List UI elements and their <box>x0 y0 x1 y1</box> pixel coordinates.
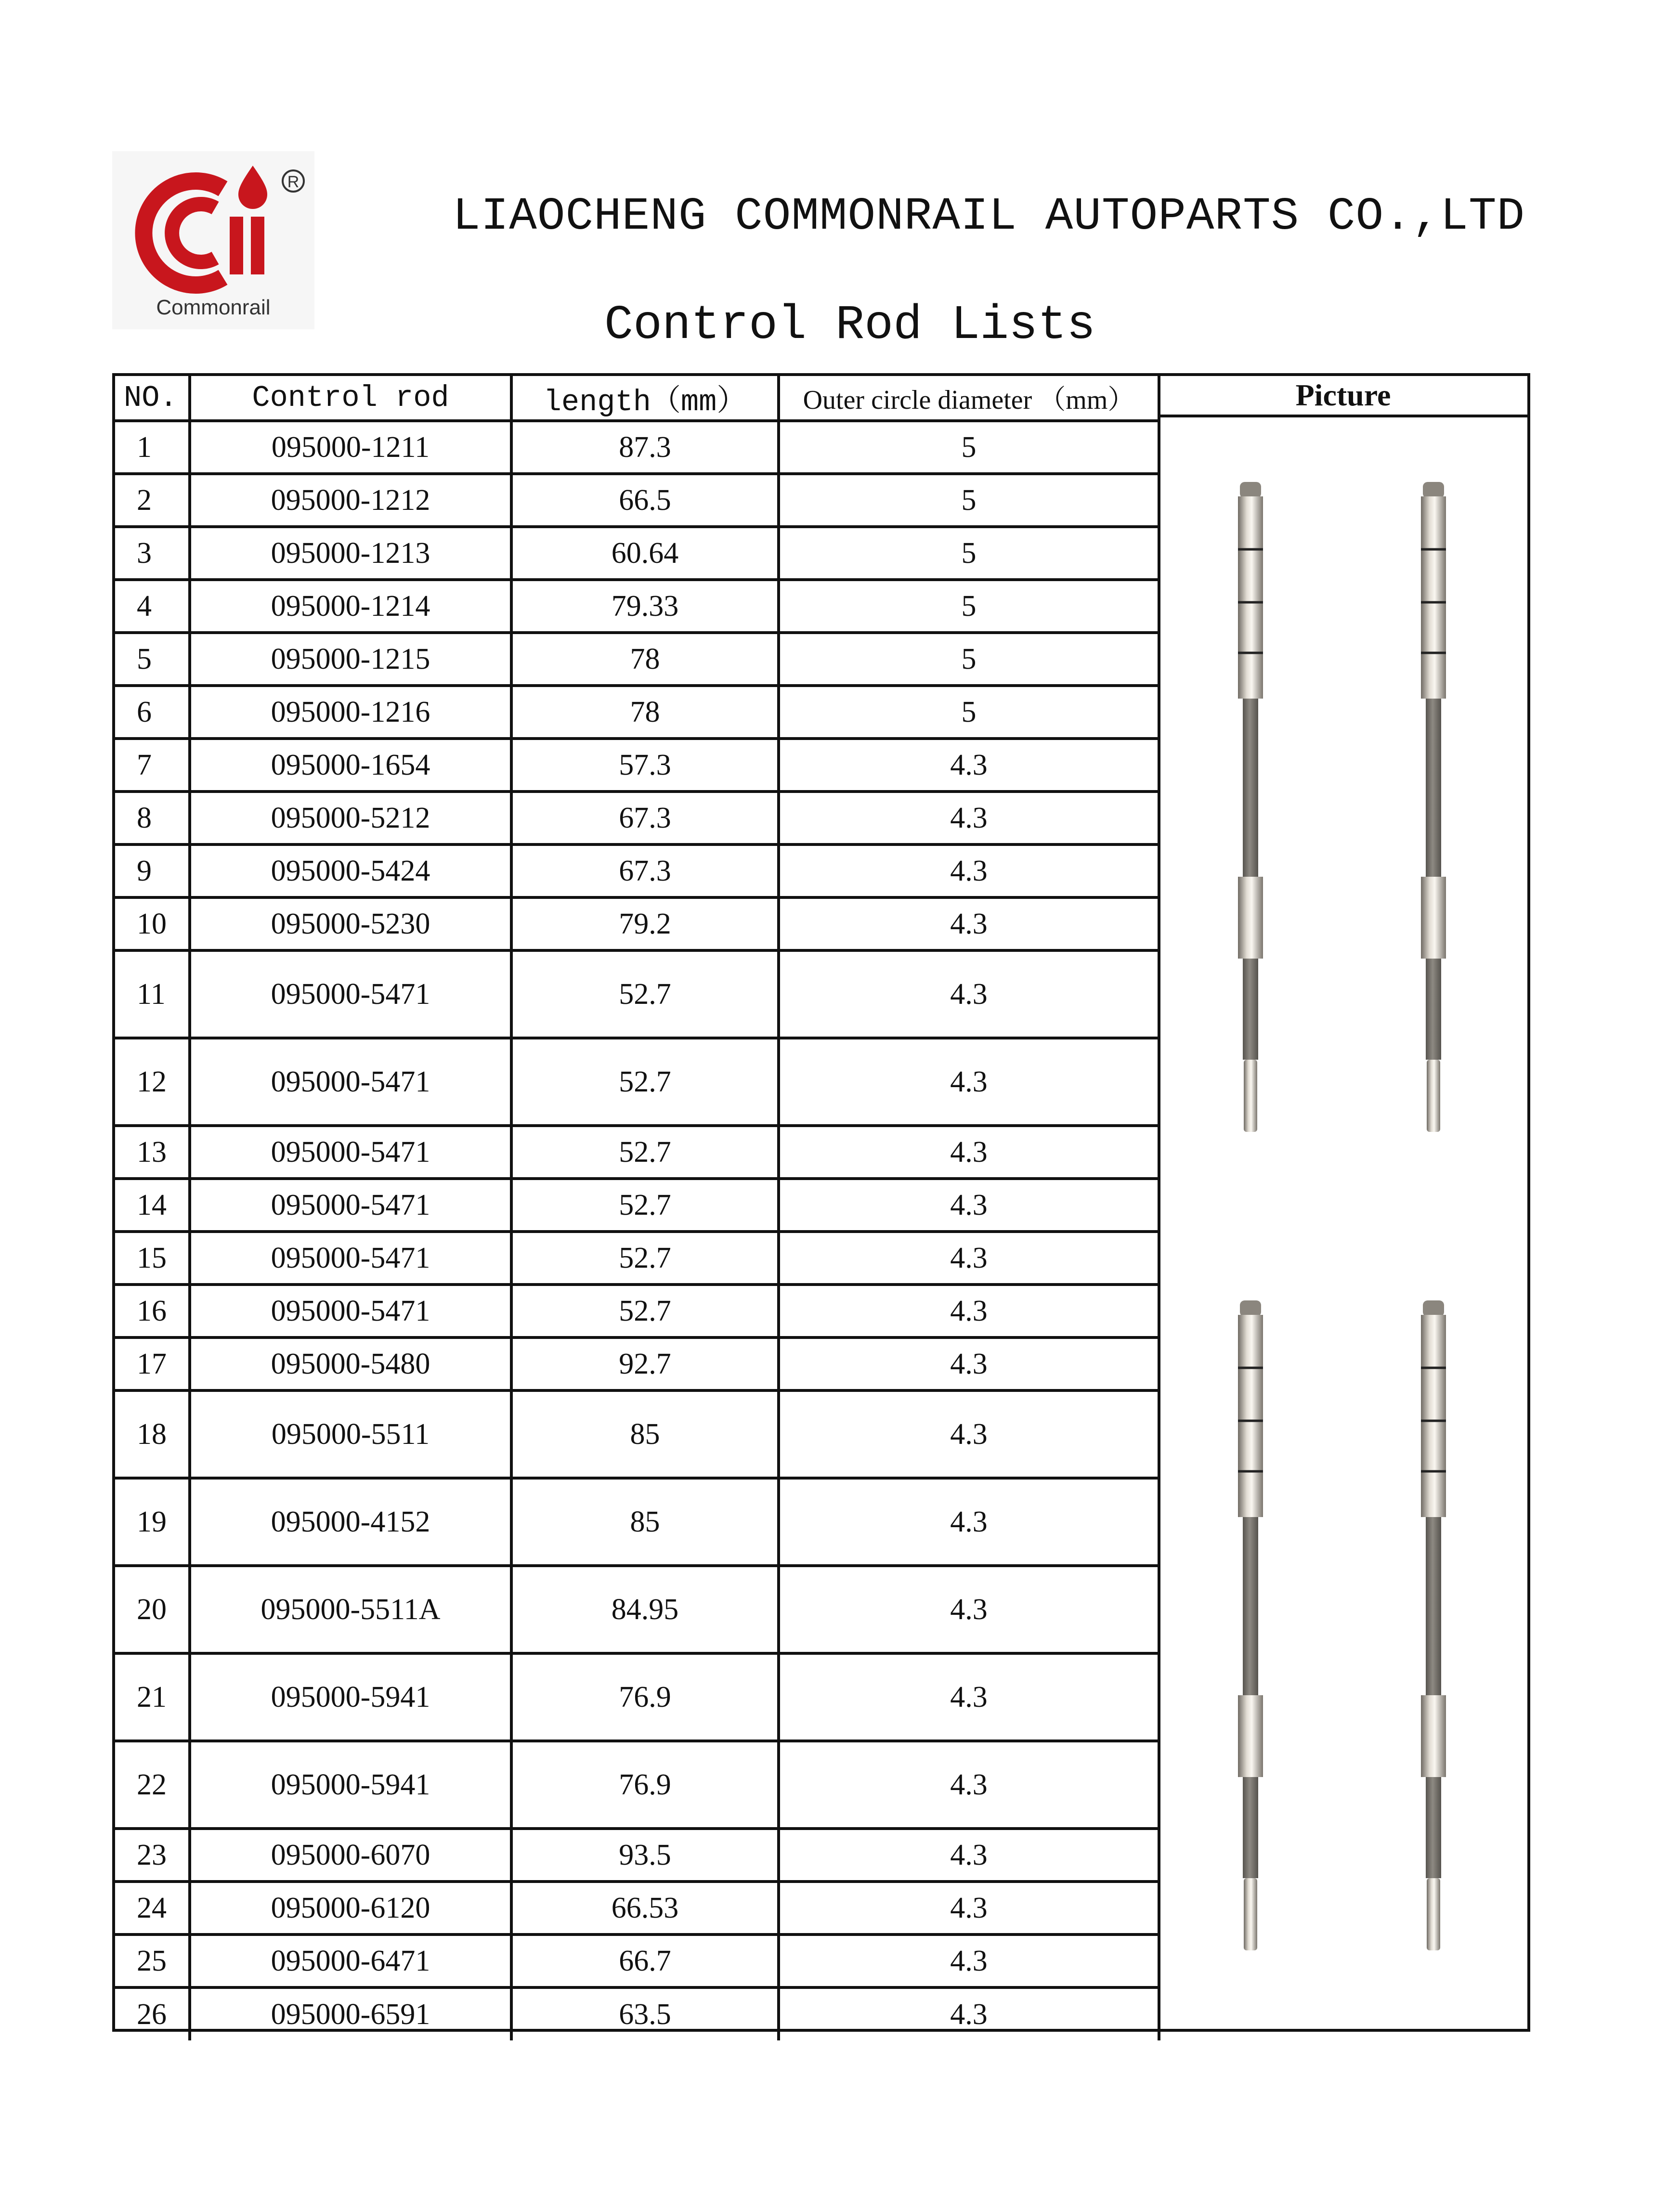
control-rod-cell: 095000-4152 <box>190 1478 511 1566</box>
row-number: 4 <box>115 580 190 633</box>
table-row <box>115 1038 1159 1126</box>
row-number: 23 <box>115 1829 190 1882</box>
row-number: 13 <box>115 1126 190 1179</box>
diameter-cell: 5 <box>779 421 1159 474</box>
row-number: 15 <box>115 1232 190 1285</box>
row-number: 5 <box>115 633 190 686</box>
length-cell: 63.5 <box>511 1987 779 2040</box>
length-cell: 85 <box>511 1478 779 1566</box>
row-number: 26 <box>115 1987 190 2040</box>
control-rod-cell: 095000-5212 <box>190 792 511 844</box>
control-rod-cell: 095000-6471 <box>190 1934 511 1987</box>
diameter-cell: 4.3 <box>779 792 1159 844</box>
picture-column <box>1159 376 1527 2029</box>
svg-text:R: R <box>287 173 300 191</box>
row-number: 3 <box>115 527 190 580</box>
control-rod-cell: 095000-1215 <box>190 633 511 686</box>
table-row <box>115 421 1159 474</box>
table-row <box>115 1566 1159 1653</box>
table-row <box>115 1882 1159 1934</box>
control-rod-image <box>1419 482 1448 1137</box>
row-number: 10 <box>115 897 190 950</box>
length-cell: 67.3 <box>511 844 779 897</box>
table-row <box>115 580 1159 633</box>
length-cell: 78 <box>511 686 779 739</box>
table-row <box>115 1478 1159 1566</box>
control-rod-cell: 095000-5424 <box>190 844 511 897</box>
control-rod-image <box>1236 1300 1265 1955</box>
length-cell: 66.5 <box>511 474 779 527</box>
control-rod-cell: 095000-5471 <box>190 1038 511 1126</box>
table-row <box>115 474 1159 527</box>
diameter-cell: 4.3 <box>779 1285 1159 1337</box>
commonrail-logo-mark <box>112 151 314 296</box>
table-row <box>115 1829 1159 1882</box>
length-cell: 66.7 <box>511 1934 779 1987</box>
control-rod-cell: 095000-5941 <box>190 1741 511 1829</box>
length-cell: 76.9 <box>511 1741 779 1829</box>
diameter-cell: 5 <box>779 686 1159 739</box>
row-number: 1 <box>115 421 190 474</box>
control-rod-cell: 095000-5511 <box>190 1390 511 1478</box>
table-row <box>115 527 1159 580</box>
control-rod-cell: 095000-1212 <box>190 474 511 527</box>
table-row <box>115 1390 1159 1478</box>
row-number: 11 <box>115 950 190 1038</box>
table-row <box>115 1653 1159 1741</box>
row-number: 22 <box>115 1741 190 1829</box>
table-row <box>115 844 1159 897</box>
length-cell: 52.7 <box>511 1179 779 1232</box>
table-row <box>115 1232 1159 1285</box>
length-cell: 67.3 <box>511 792 779 844</box>
row-number: 2 <box>115 474 190 527</box>
diameter-cell: 5 <box>779 527 1159 580</box>
diameter-cell: 4.3 <box>779 844 1159 897</box>
diameter-cell: 4.3 <box>779 1829 1159 1882</box>
table-row <box>115 1285 1159 1337</box>
header-no: NO. <box>115 376 190 421</box>
diameter-cell: 4.3 <box>779 1566 1159 1653</box>
length-cell: 66.53 <box>511 1882 779 1934</box>
row-number: 12 <box>115 1038 190 1126</box>
table-row <box>115 950 1159 1038</box>
row-number: 8 <box>115 792 190 844</box>
diameter-cell: 5 <box>779 474 1159 527</box>
length-cell: 93.5 <box>511 1829 779 1882</box>
table-row <box>115 1741 1159 1829</box>
diameter-cell: 4.3 <box>779 1179 1159 1232</box>
diameter-cell: 4.3 <box>779 1126 1159 1179</box>
length-cell: 60.64 <box>511 527 779 580</box>
length-cell: 84.95 <box>511 1566 779 1653</box>
header-control-rod: Control rod <box>190 376 511 421</box>
control-rod-cell: 095000-6070 <box>190 1829 511 1882</box>
control-rod-cell: 095000-5471 <box>190 1179 511 1232</box>
length-cell: 79.2 <box>511 897 779 950</box>
row-number: 14 <box>115 1179 190 1232</box>
diameter-cell: 4.3 <box>779 1987 1159 2040</box>
control-rod-image <box>1236 482 1265 1137</box>
diameter-cell: 4.3 <box>779 1390 1159 1478</box>
control-rod-cell: 095000-5941 <box>190 1653 511 1741</box>
length-cell: 57.3 <box>511 739 779 792</box>
length-cell: 76.9 <box>511 1653 779 1741</box>
row-number: 18 <box>115 1390 190 1478</box>
diameter-cell: 4.3 <box>779 897 1159 950</box>
header-outer-diameter: Outer circle diameter （mm） <box>779 376 1159 421</box>
diameter-cell: 4.3 <box>779 739 1159 792</box>
document-title: Control Rod Lists <box>604 299 1096 353</box>
diameter-cell: 5 <box>779 580 1159 633</box>
control-rod-cell: 095000-5471 <box>190 1232 511 1285</box>
control-rod-cell: 095000-1216 <box>190 686 511 739</box>
row-number: 7 <box>115 739 190 792</box>
table-row <box>115 1179 1159 1232</box>
table-row <box>115 1934 1159 1987</box>
row-number: 16 <box>115 1285 190 1337</box>
control-rod-cell: 095000-1214 <box>190 580 511 633</box>
control-rod-cell: 095000-5471 <box>190 1126 511 1179</box>
diameter-cell: 4.3 <box>779 1741 1159 1829</box>
header-row <box>115 376 1159 421</box>
diameter-cell: 4.3 <box>779 1038 1159 1126</box>
row-number: 20 <box>115 1566 190 1653</box>
length-cell: 52.7 <box>511 950 779 1038</box>
row-number: 24 <box>115 1882 190 1934</box>
control-rod-image <box>1419 1300 1448 1955</box>
table-row <box>115 1337 1159 1390</box>
control-rod-cell: 095000-5511A <box>190 1566 511 1653</box>
header-length: length（mm） <box>511 376 779 421</box>
control-rod-cell: 095000-1213 <box>190 527 511 580</box>
length-cell: 85 <box>511 1390 779 1478</box>
control-rod-cell: 095000-5480 <box>190 1337 511 1390</box>
control-rod-cell: 095000-6120 <box>190 1882 511 1934</box>
table-row <box>115 739 1159 792</box>
diameter-cell: 4.3 <box>779 1934 1159 1987</box>
table-row <box>115 1126 1159 1179</box>
diameter-cell: 5 <box>779 633 1159 686</box>
length-cell: 52.7 <box>511 1285 779 1337</box>
length-cell: 52.7 <box>511 1038 779 1126</box>
control-rod-cell: 095000-5471 <box>190 1285 511 1337</box>
diameter-cell: 4.3 <box>779 1232 1159 1285</box>
control-rod-cell: 095000-1211 <box>190 421 511 474</box>
control-rod-cell: 095000-5230 <box>190 897 511 950</box>
logo-label: Commonrail <box>156 296 271 319</box>
diameter-cell: 4.3 <box>779 1882 1159 1934</box>
table-row <box>115 897 1159 950</box>
table-row <box>115 686 1159 739</box>
company-logo <box>112 151 314 329</box>
length-cell: 52.7 <box>511 1232 779 1285</box>
row-number: 21 <box>115 1653 190 1741</box>
header-picture: Picture <box>1159 376 1527 417</box>
length-cell: 92.7 <box>511 1337 779 1390</box>
row-number: 19 <box>115 1478 190 1566</box>
company-name: LIAOCHENG COMMONRAIL AUTOPARTS CO.,LTD <box>453 190 1525 243</box>
rod-data-table <box>115 376 1160 2040</box>
diameter-cell: 4.3 <box>779 950 1159 1038</box>
diameter-cell: 4.3 <box>779 1337 1159 1390</box>
length-cell: 87.3 <box>511 421 779 474</box>
row-number: 6 <box>115 686 190 739</box>
table-row <box>115 633 1159 686</box>
length-cell: 78 <box>511 633 779 686</box>
table-row <box>115 792 1159 844</box>
row-number: 17 <box>115 1337 190 1390</box>
control-rod-cell: 095000-6591 <box>190 1987 511 2040</box>
control-rod-table <box>112 373 1530 2032</box>
row-number: 25 <box>115 1934 190 1987</box>
table-row <box>115 1987 1159 2040</box>
diameter-cell: 4.3 <box>779 1478 1159 1566</box>
length-cell: 79.33 <box>511 580 779 633</box>
control-rod-cell: 095000-1654 <box>190 739 511 792</box>
row-number: 9 <box>115 844 190 897</box>
control-rod-cell: 095000-5471 <box>190 950 511 1038</box>
length-cell: 52.7 <box>511 1126 779 1179</box>
diameter-cell: 4.3 <box>779 1653 1159 1741</box>
